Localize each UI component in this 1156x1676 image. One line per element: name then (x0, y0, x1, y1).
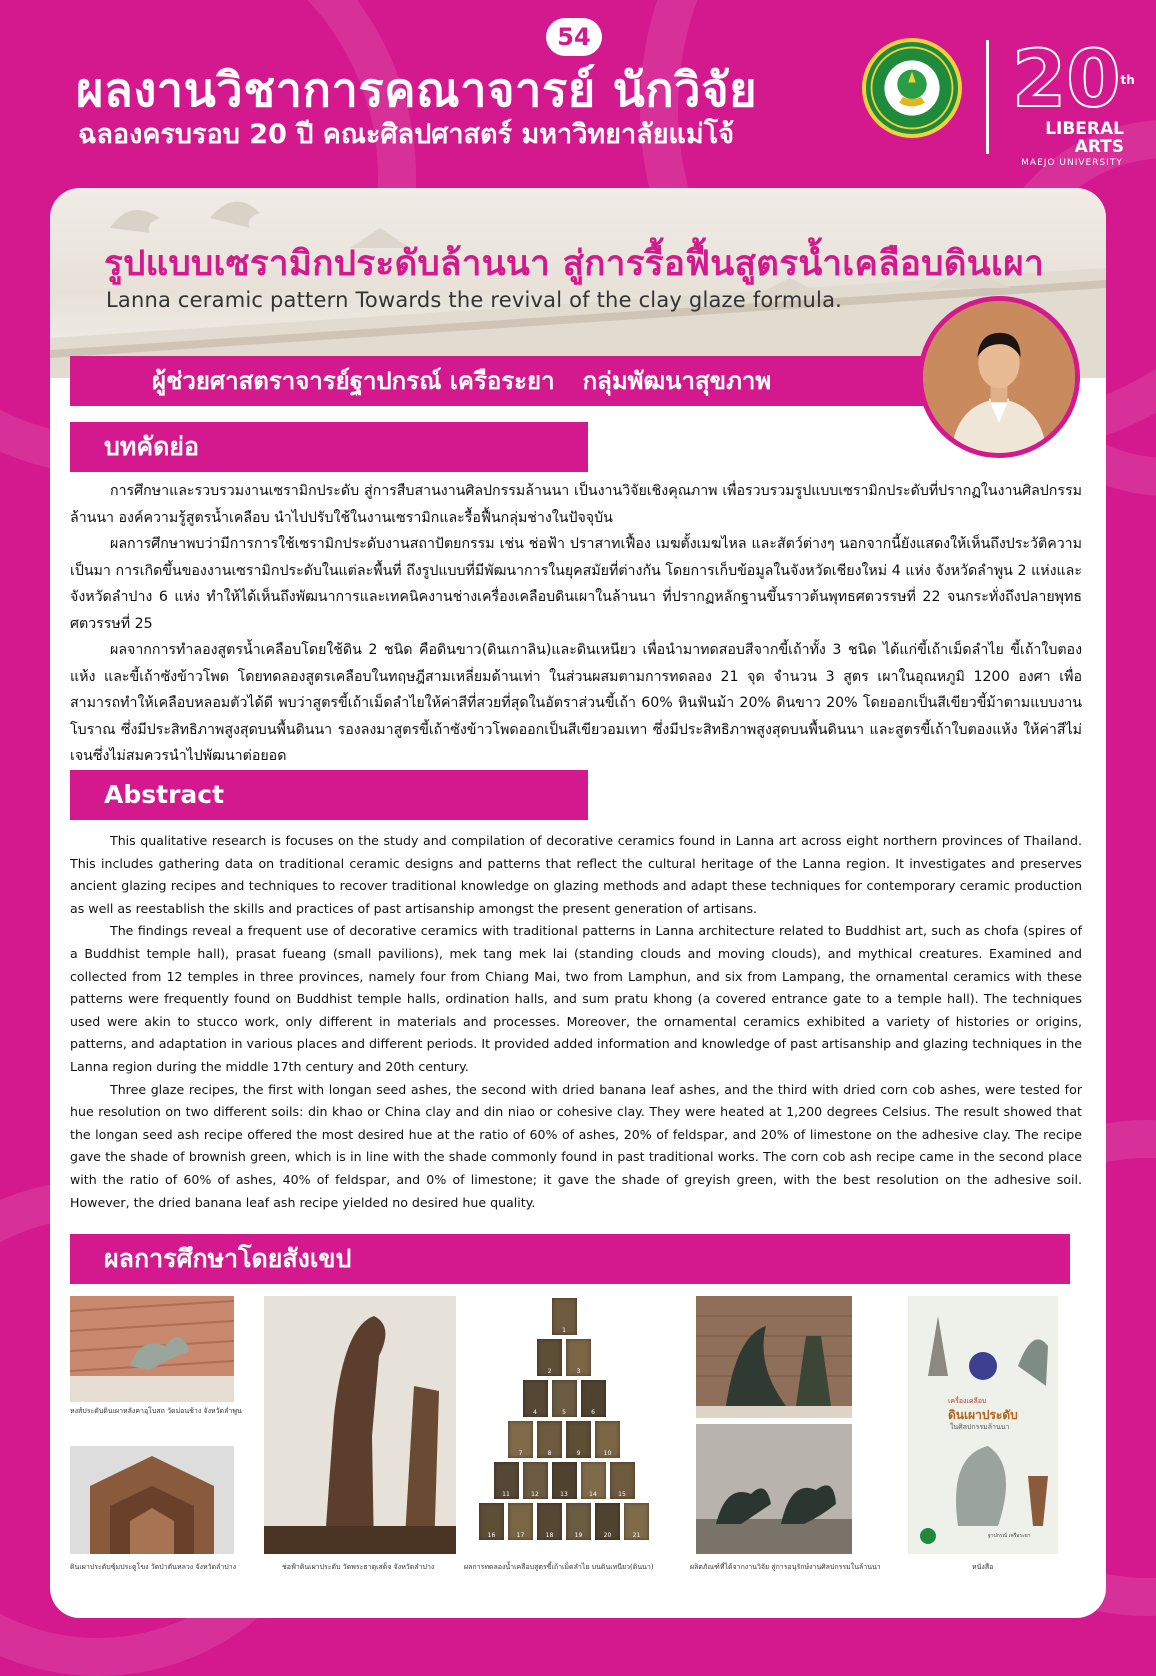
glaze-tile (566, 1339, 591, 1376)
tile-number: 9 (576, 1450, 581, 1457)
tile-number: 8 (547, 1450, 552, 1457)
tile-number: 6 (591, 1409, 595, 1416)
research-group: กลุ่มพัฒนาสุขภาพ (582, 367, 772, 395)
glaze-tile (610, 1462, 635, 1499)
glaze-tile (581, 1380, 606, 1417)
author-portrait (918, 296, 1080, 458)
tile-number: 16 (487, 1532, 496, 1539)
tile-number: 20 (603, 1532, 612, 1539)
tile-number: 10 (603, 1450, 612, 1457)
poster-card (50, 188, 1106, 1618)
glaze-tile (508, 1421, 533, 1458)
book-cover (908, 1296, 1058, 1554)
tile-number: 21 (632, 1532, 641, 1539)
photo-caption: หนังสือ (972, 1563, 994, 1571)
tile-number: 11 (502, 1491, 510, 1498)
chofa-photo (264, 1296, 456, 1554)
glaze-tile (595, 1503, 620, 1540)
thai-abstract-paragraph: ผลจากการทำลองสูตรน้ำเคลือบโดยใช้ดิน 2 ชนิด คือดินขาว(ดินเกาลิน)และดินเหนียว เพื่อนำมาทดสอบสีจากขี้เถ้าทั้ง 3 ชนิด ได้แก่ขี้เถ้าเม็ดลำไย ขี้เถ้าใบตองแห้ง และขี้เถ้าซังข้าวโพด โดยทดลองสูตรเคลือบในทฤษฎีสามเหลี่ยมด้านเท่า ในส่วนผสมตามการทดลอง 21 จุด จำนวน 3 สูตร เผาในอุณหภูมิ 1200 องศา เพื่อสามารถทำให้เคลือบหลอมตัวได้ดี พบว่าสูตรขี้เถ้าเม็ดลำไยให้ค่าสีที่สวยที่สุดในอัตราส่วนขี้เถ้า 60% หินฟันม้า 20% ดินขาว 20% โดยออกเป็นสีเขียวขี้ม้าตามแบบงานโบราณ ซึ่งมีประสิทธิภาพสูงสุดบนพื้นดินนา รองลงมาสูตรขี้เถ้าซังข้าวโพดออกเป็นสีเขียวอมเทา ซึ่งมีประสิทธิภาพสูงสุดบนพื้นดินนา และสูตรขี้เถ้าใบตองแห้ง ให้ค่าสีไม่เจนซึ่งไม่สมควรนำไปพัฒนาต่อยอด (70, 642, 1082, 764)
english-abstract-body (70, 830, 1082, 1214)
summary-heading: ผลการศึกษาโดยสังเขป (70, 1234, 1070, 1284)
tile-number: 19 (574, 1532, 583, 1539)
glaze-tile (566, 1503, 591, 1540)
photo-caption: ช่อฟ้าดินเผาประดับ วัดพระธาตุเสด็จ จังหวัดลำปาง (282, 1563, 435, 1571)
book-title-sub: ในศิลปกรรมล้านนา (950, 1423, 1010, 1431)
logo-divider (986, 40, 989, 154)
english-abstract-paragraph: This qualitative research is focuses on the study and compilation of decorative ceramics found in Lanna art across eight northern provinces of Thailand. This includes gathering data on traditional ceramic designs and patterns that reflect the cultural heritage of the Lanna region. It investigates and preserves ancient glazing recipes and techniques to recover traditional knowledge on glazing methods and adapt these techniques for contemporary ceramic production as well as reestablish the skills and practices of past artisanship amongst the present generation of artisans. (70, 833, 1082, 916)
glaze-tile (537, 1421, 562, 1458)
tile-number: 5 (562, 1409, 566, 1416)
glaze-tile (552, 1298, 577, 1335)
photo-caption: ดินเผาประดับซุ้มประตูโขง วัดป่าตันหลวง จังหวัดลำปาง (70, 1563, 237, 1571)
gate-ceramic-photo (70, 1446, 234, 1554)
glaze-tile (566, 1421, 591, 1458)
photo-caption: ผลการทดลองน้ำเคลือบสูตรขี้เถ้าเม็ดลำไย บนดินเหนียว(ดินนา) (464, 1563, 654, 1571)
glaze-tile (494, 1462, 519, 1499)
research-title-thai: รูปแบบเซรามิกประดับล้านนา สู่การรื้อฟื้นสูตรน้ำเคลือบดินเผา (104, 244, 1045, 284)
tile-number: 4 (533, 1409, 537, 1416)
book-title-small: เครื่องเคลือบ (948, 1397, 987, 1405)
tile-number: 3 (576, 1368, 581, 1375)
glaze-tile (537, 1503, 562, 1540)
glaze-tile (537, 1339, 562, 1376)
glaze-tile (581, 1462, 606, 1499)
thai-abstract-paragraph: ผลการศึกษาพบว่ามีการการใช้เซรามิกประดับงานสถาปัตยกรรม เช่น ช่อฟ้า ปราสาทเฟื้อง เมฆตั้งเมฆไหล และสัตว์ต่างๆ นอกจากนี้ยังแสดงให้เห็นถึงประวัติความเป็นมา การเกิดขึ้นของงานเซรามิกประดับในแต่ละพื้นที่ ถึงรูปแบบที่มีพัฒนาการในยุคสมัยที่ต่างกัน โดยการเก็บข้อมูลในจังหวัดเชียงใหม่ 4 แห่ง จังหวัดลำพูน 2 แห่งและจังหวัดลำปาง 6 แห่ง ทำให้ได้เห็นถึงพัฒนาการและเทคนิคงานช่างเครื่องเคลือบดินเผาในล้านนา ที่ปรากฏหลักฐานขึ้นราวต้นพุทธศตวรรษที่ 22 จนกระทั่งถึงปลายพุทธศตวรรษที่ 25 (70, 536, 1082, 632)
glaze-tile (624, 1503, 649, 1540)
author-name: ผู้ช่วยศาสตราจารย์ฐาปกรณ์ เครือระยา (152, 367, 555, 395)
glaze-tile (508, 1503, 533, 1540)
photo-gallery (50, 1296, 1106, 1618)
english-abstract-heading: Abstract (70, 770, 588, 820)
glaze-tile (523, 1380, 548, 1417)
glaze-tile (595, 1421, 620, 1458)
glaze-test-tiles (476, 1296, 652, 1554)
glaze-tile (523, 1462, 548, 1499)
research-title-english: Lanna ceramic pattern Towards the revival of the clay glaze formula. (106, 288, 843, 312)
book-title-main: ดินเผาประดับ (948, 1408, 1018, 1422)
ceramic-product-photo (696, 1296, 852, 1418)
english-abstract-paragraph: The findings reveal a frequent use of decorative ceramics with traditional patterns in Lanna architecture related to Buddhist art, such as chofa (spires of a Buddhist temple hall), prasat fueang (small pavilions), mek tang mek lai (standing clouds and moving clouds), and mythical creatures. Examined and collected from 12 temples in three provinces, namely four from Chiang Mai, two from Lamphun, and six from Lampang, the ornamental ceramics with these patterns were frequently found on Buddhist temple halls, ordination halls, and sum pratu khong (a covered entrance gate to a temple hall). The techniques used were akin to stucco work, only different in materials and processes. Moreover, the ornamental ceramics exhibited a variety of histories or origins, patterns, and adaptation in various places and different periods. It provided added information and knowledge of past artisanship and glazing techniques in the Lanna region during the middle 17th century and 20th century. (70, 923, 1082, 1074)
header-title: ผลงานวิชาการคณาจารย์ นักวิจัย (76, 63, 758, 118)
tile-number: 18 (545, 1532, 554, 1539)
photo-caption: หงส์ประดับดินเผาหลังคาอุโบสถ วัดม่อนช้าง จังหวัดลำพูน (70, 1407, 242, 1415)
thai-abstract-paragraph: การศึกษาและรวบรวมงานเซรามิกประดับ สู่การสืบสานงานศิลปกรรมล้านนา เป็นงานวิจัยเชิงคุณภาพ เพื่อรวบรวมรูปแบบเซรามิกประดับที่ปรากฏในงานศิลปกรรมล้านนา องค์ความรู้สูตรน้ำเคลือบ นำไปปรับใช้ในงานเซรามิกและรื้อฟื้นกลุ่มช่างในปัจจุบัน (70, 483, 1082, 526)
glaze-tile (552, 1380, 577, 1417)
book-author: ฐาปกรณ์ เครือระยา (988, 1533, 1031, 1539)
header-subtitle: ฉลองครบรอบ 20 ปี คณะศิลปศาสตร์ มหาวิทยาลัยแม่โจ้ (78, 119, 735, 150)
tile-number: 15 (618, 1491, 626, 1498)
photo-caption: ผลิตภัณฑ์ที่ได้จากงานวิจัย สู่การอนุรักษ์งานศิลปกรรมในล้านนา (690, 1563, 881, 1571)
thai-abstract-body (70, 478, 1082, 770)
page-number: 54 (546, 18, 602, 56)
tile-number: 13 (560, 1491, 568, 1498)
tile-number: 7 (518, 1450, 523, 1457)
english-abstract-paragraph: Three glaze recipes, the first with longan seed ashes, the second with dried banana leaf ashes, and the third with dried corn cob ashes, were tested for hue resolution on two different soils: din khao or China clay and din niao or cohesive clay. They were heated at 1,200 degrees Celsius. The result showed that the longan seed ash recipe offered the most desired hue at the ratio of 60% of ashes, 20% of feldspar, and 20% of limestone on the adhesive clay. The recipe gave the shade of brownish green, which is in line with the shade commonly found in past traditional works. The corn cob ash recipe came in the second place with the ratio of 60% of ashes, 40% of feldspar, and 0% of limestone; it gave the shade of greyish green, with the best resolution on the adhesive soil. However, the dried banana leaf ash recipe yielded no desired hue quality. (70, 1081, 1082, 1210)
tile-number: 1 (562, 1327, 566, 1334)
glaze-tile (479, 1503, 504, 1540)
author-bar (70, 356, 970, 406)
tile-number: 2 (547, 1368, 552, 1375)
liberal-arts-20th-logo: 20th LIBERAL ARTS MAEJO UNIVERSITY (1012, 35, 1135, 168)
thai-abstract-heading: บทคัดย่อ (70, 422, 588, 472)
tile-number: 17 (516, 1532, 525, 1539)
maejo-university-logo (862, 38, 962, 138)
tile-number: 14 (589, 1491, 597, 1498)
glaze-tile (552, 1462, 577, 1499)
tile-number: 12 (531, 1491, 539, 1498)
swan-ceramic-photo (70, 1296, 234, 1402)
ceramic-birds-photo (696, 1424, 852, 1554)
